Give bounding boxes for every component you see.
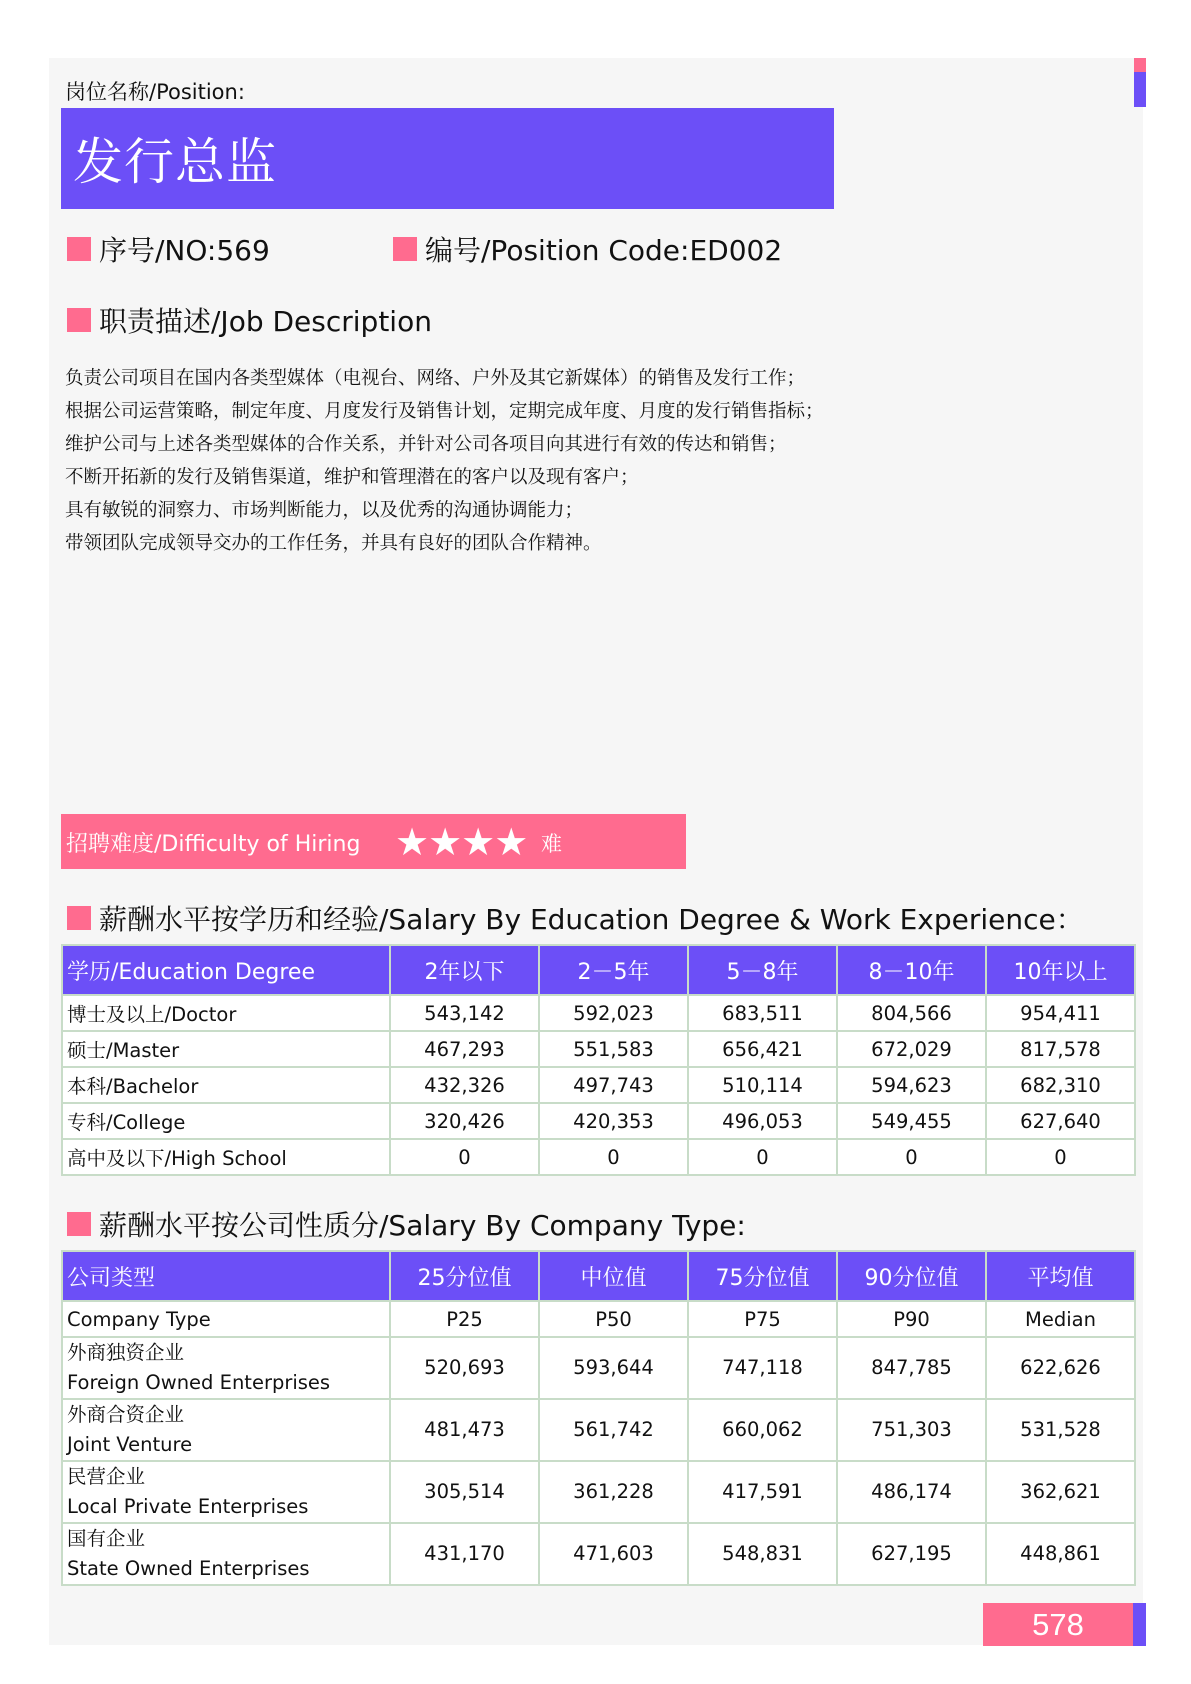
description-line: 具有敏锐的洞察力、市场判断能力，以及优秀的沟通协调能力； — [65, 500, 584, 521]
subheader-cell: Company Type — [62, 1301, 390, 1337]
hiring-difficulty-level: 难 — [541, 832, 562, 856]
table-cell: 431,170 — [390, 1523, 539, 1585]
description-line: 不断开拓新的发行及销售渠道，维护和管理潜在的客户以及现有客户； — [65, 467, 639, 488]
table-header-row — [62, 945, 1135, 995]
position-label: 岗位名称/Position: — [65, 80, 245, 104]
table-row — [62, 1139, 1135, 1175]
table-cell: 510,114 — [688, 1067, 837, 1103]
table-cell: 660,062 — [688, 1399, 837, 1461]
position-code — [393, 229, 782, 269]
subheader-cell: P50 — [539, 1301, 688, 1337]
table-cell: 362,621 — [986, 1461, 1135, 1523]
column-header: 学历/Education Degree — [62, 945, 390, 995]
table-row — [62, 1103, 1135, 1139]
row-label: 博士及以上/Doctor — [62, 995, 390, 1031]
table-cell: 656,421 — [688, 1031, 837, 1067]
table-row — [62, 1337, 1135, 1399]
description-line: 负责公司项目在国内各类型媒体（电视台、网络、户外及其它新媒体）的销售及发行工作； — [65, 368, 806, 389]
position-code-text: 编号/Position Code:ED002 — [425, 234, 783, 267]
table-cell: 551,583 — [539, 1031, 688, 1067]
table-header-row — [62, 1251, 1135, 1301]
company-type-cn: 民营企业 — [67, 1465, 146, 1488]
company-salary-heading — [67, 1204, 746, 1244]
top-accent-purple — [1134, 72, 1146, 107]
row-label: 高中及以下/High School — [62, 1139, 390, 1175]
table-cell: 417,591 — [688, 1461, 837, 1523]
job-description-heading-text: 职责描述/Job Description — [99, 305, 432, 338]
serial-number — [67, 229, 270, 269]
row-label: 本科/Bachelor — [62, 1067, 390, 1103]
row-label — [62, 1399, 390, 1461]
table-cell: 747,118 — [688, 1337, 837, 1399]
company-salary-heading-text: 薪酬水平按公司性质分/Salary By Company Type: — [99, 1209, 746, 1242]
table-cell: 622,626 — [986, 1337, 1135, 1399]
row-label: 专科/College — [62, 1103, 390, 1139]
serial-number-text: 序号/NO:569 — [99, 234, 270, 267]
bullet-square-icon — [67, 1212, 91, 1236]
column-header: 2－5年 — [539, 945, 688, 995]
company-salary-table — [61, 1250, 1136, 1586]
company-type-en: State Owned Enterprises — [67, 1557, 310, 1580]
column-header: 90分位值 — [837, 1251, 986, 1301]
company-type-cn: 外商合资企业 — [67, 1403, 185, 1426]
table-cell: 496,053 — [688, 1103, 837, 1139]
title-banner — [61, 108, 834, 209]
subheader-cell: P25 — [390, 1301, 539, 1337]
top-accent-pink — [1134, 58, 1146, 72]
table-cell: 305,514 — [390, 1461, 539, 1523]
table-cell: 520,693 — [390, 1337, 539, 1399]
column-header: 75分位值 — [688, 1251, 837, 1301]
edu-salary-heading-text: 薪酬水平按学历和经验/Salary By Education Degree & Work Experience： — [99, 903, 1084, 936]
table-subheader-row — [62, 1301, 1135, 1337]
table-cell: 682,310 — [986, 1067, 1135, 1103]
column-header: 8－10年 — [837, 945, 986, 995]
table-cell: 594,623 — [837, 1067, 986, 1103]
table-cell: 683,511 — [688, 995, 837, 1031]
table-cell: 954,411 — [986, 995, 1135, 1031]
company-type-en: Joint Venture — [67, 1433, 193, 1456]
row-label: 硕士/Master — [62, 1031, 390, 1067]
table-cell: 543,142 — [390, 995, 539, 1031]
company-type-cn: 外商独资企业 — [67, 1341, 185, 1364]
job-description-heading — [67, 300, 432, 340]
table-row — [62, 1399, 1135, 1461]
table-cell: 751,303 — [837, 1399, 986, 1461]
table-cell: 320,426 — [390, 1103, 539, 1139]
column-header: 中位值 — [539, 1251, 688, 1301]
table-cell: 0 — [837, 1139, 986, 1175]
table-cell: 0 — [986, 1139, 1135, 1175]
bullet-square-icon — [67, 906, 91, 930]
table-cell: 0 — [539, 1139, 688, 1175]
edu-salary-table — [61, 944, 1136, 1176]
table-row — [62, 1031, 1135, 1067]
table-cell: 804,566 — [837, 995, 986, 1031]
table-cell: 0 — [390, 1139, 539, 1175]
description-line: 带领团队完成领导交办的工作任务，并具有良好的团队合作精神。 — [65, 533, 602, 554]
company-type-cn: 国有企业 — [67, 1527, 146, 1550]
table-cell: 531,528 — [986, 1399, 1135, 1461]
subheader-cell: Median — [986, 1301, 1135, 1337]
table-cell: 548,831 — [688, 1523, 837, 1585]
table-cell: 432,326 — [390, 1067, 539, 1103]
table-cell: 361,228 — [539, 1461, 688, 1523]
company-type-en: Foreign Owned Enterprises — [67, 1371, 331, 1394]
description-line: 维护公司与上述各类型媒体的合作关系，并针对公司各项目向其进行有效的传达和销售； — [65, 434, 787, 455]
table-cell: 627,640 — [986, 1103, 1135, 1139]
table-row — [62, 995, 1135, 1031]
edu-salary-heading — [67, 898, 1084, 938]
table-cell: 593,644 — [539, 1337, 688, 1399]
position-title: 发行总监 — [73, 133, 277, 191]
table-cell: 486,174 — [837, 1461, 986, 1523]
column-header: 公司类型 — [62, 1251, 390, 1301]
table-row — [62, 1461, 1135, 1523]
table-row — [62, 1067, 1135, 1103]
row-label — [62, 1461, 390, 1523]
column-header: 2年以下 — [390, 945, 539, 995]
column-header: 平均值 — [986, 1251, 1135, 1301]
table-cell: 817,578 — [986, 1031, 1135, 1067]
table-cell: 467,293 — [390, 1031, 539, 1067]
subheader-cell: P75 — [688, 1301, 837, 1337]
column-header: 10年以上 — [986, 945, 1135, 995]
table-cell: 549,455 — [837, 1103, 986, 1139]
row-label — [62, 1337, 390, 1399]
bullet-square-icon — [67, 308, 91, 332]
job-description — [65, 362, 1105, 560]
table-cell: 672,029 — [837, 1031, 986, 1067]
table-cell: 481,473 — [390, 1399, 539, 1461]
table-cell: 448,861 — [986, 1523, 1135, 1585]
company-type-en: Local Private Enterprises — [67, 1495, 309, 1518]
table-cell: 471,603 — [539, 1523, 688, 1585]
table-row — [62, 1523, 1135, 1585]
column-header: 25分位值 — [390, 1251, 539, 1301]
row-label — [62, 1523, 390, 1585]
page-number-accent — [1133, 1603, 1146, 1646]
bullet-square-icon — [67, 237, 91, 261]
description-line: 根据公司运营策略，制定年度、月度发行及销售计划，定期完成年度、月度的发行销售指标； — [65, 401, 824, 422]
table-cell: 592,023 — [539, 995, 688, 1031]
hiring-difficulty-bar — [61, 814, 686, 869]
table-cell: 847,785 — [837, 1337, 986, 1399]
column-header: 5－8年 — [688, 945, 837, 995]
subheader-cell: P90 — [837, 1301, 986, 1337]
table-cell: 627,195 — [837, 1523, 986, 1585]
star-rating-icon: ★★★★ — [395, 820, 528, 864]
table-cell: 0 — [688, 1139, 837, 1175]
bullet-square-icon — [393, 237, 417, 261]
hiring-difficulty-label: 招聘难度/Difficulty of Hiring — [66, 832, 361, 857]
page-number: 578 — [1032, 1607, 1084, 1642]
table-cell: 561,742 — [539, 1399, 688, 1461]
page-number-box — [983, 1603, 1133, 1646]
table-cell: 497,743 — [539, 1067, 688, 1103]
table-cell: 420,353 — [539, 1103, 688, 1139]
